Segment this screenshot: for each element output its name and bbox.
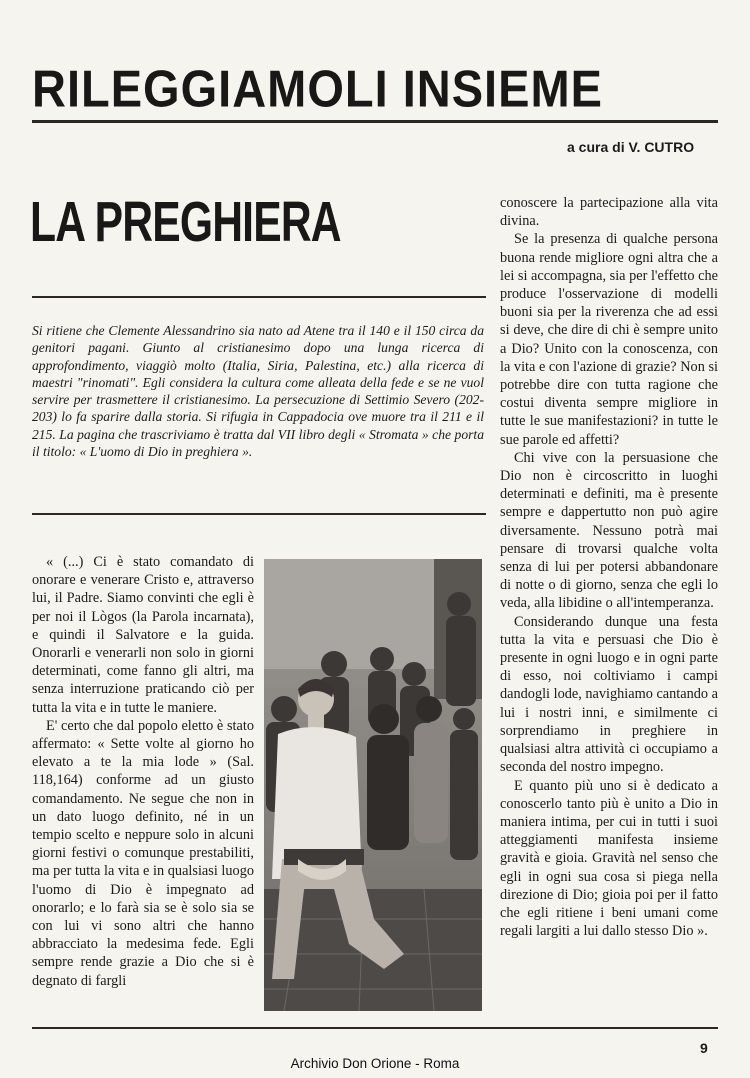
series-title: RILEGGIAMOLI INSIEME [32,59,603,118]
left-column [32,553,254,990]
byline-prefix: a cura di [567,139,625,155]
photo-illustration [264,559,482,1011]
intro-bottom-rule [32,513,486,515]
header-rule [32,120,718,123]
right-paragraph-4: Considerando dunque una festa tutta la vita e persuasi che Dio è presente in ogni luogo e in ogni parte di esso, noi coltiviamo i campi dandogli lode, navighiamo cantando a lui i nostri inni, e similmente ci sorprendiamo in preghiere in qualsiasi altra attività ci occupiamo a seconda del nostro impegno. [500,613,718,776]
intro-top-rule [32,296,486,298]
article-title: LA PREGHIERA [30,191,341,254]
right-paragraph-1: conoscere la partecipazione alla vita divina. [500,195,718,230]
intro-paragraph: Si ritiene che Clemente Alessandrino sia nato ad Atene tra il 140 e il 150 circa da genitori pagani. Giunto al cristianesimo dopo una lunga ricerca di approfondimento, viaggiò molto (Italia, Siria, Palestina, etc.) alla ricerca di maestri "rinomati". Egli considera la cultura come alleata della fede e se ne vuol servire per trasmettere il cristianesimo. La persecuzione di Settimio Severo (202-203) lo fa sparire dalla storia. Si rifugia in Cappadocia ove muore tra il 211 e il 215. La pagina che trascriviamo è tratta dal VII libro degli « Stromata » che porta il titolo: « L'uomo di Dio in preghiera ». [32,323,484,460]
praying-group-photo [264,559,482,1011]
left-paragraph-2: E' certo che dal popolo eletto è stato affermato: « Sette volte al giorno ho elevato a te la mia lode » (Sal. 118,164) conforme ad un giusto comandamento. Ne segue che non in un dato luogo definito, né in un tempio scelto e neppure solo in alcuni giorni festivi o comunque prestabiliti, ma per tutta la vita e in qualsiasi luogo l'uomo di Dio è impegnato ad onorarlo; e lo farà sia se è solo sia se con lui vi sono altri che hanno abbracciato la medesima fede. Egli sempre rende grazie a Dio che si è degnato di fargli [32,717,254,989]
left-paragraph-1: « (...) Ci è stato comandato di onorare e venerare Cristo e, attraverso lui, il Padre. Siamo convinti che egli è per noi il Lògos (la Parola incarnata), e quindi il Salvatore e la guida. Onorarli e venerarli non solo in giorni determinati, come fanno gli altri, ma senza interruzione praticando ciò per tutta la vita e in tutte le maniere. [32,554,254,716]
right-column [500,194,718,940]
byline-author: V. CUTRO [628,139,695,155]
archive-credit: Archivio Don Orione - Roma [290,1056,460,1071]
right-paragraph-5: E quanto più uno si è dedicato a conoscerlo tanto più è unito a Dio in maniera intima, per cui in tutti i suoi atteggiamenti manifesta insieme gravità e gioia. Gravità nel senso che egli in ogni sua cosa si piega nella direzione di Dio; gioia poi per il fatto che egli ritiene i beni umani come regali largiti a lui dallo stesso Dio ». [500,777,718,940]
right-paragraph-3: Chi vive con la persuasione che Dio non è circoscritto in luoghi determinati e definiti, ma è presente sempre e dappertutto non può agire diversamente. Nessuno potrà mai pensare di trovarsi qualche volta senza di lui per potersi abbandonare di notte o di giorno, senza che egli lo veda, alla libidine o all'intemperanza. [500,449,718,612]
page-number: 9 [700,1040,708,1056]
byline [567,139,727,155]
footer-rule [32,1027,718,1029]
right-paragraph-2: Se la presenza di qualche persona buona rende migliore ogni altra che a lei si accompagna, sia per l'effetto che produce l'osservazione di modelli buoni sia per la riverenza che ad essi si deve, che dire di chi è sempre unito a Dio? Unito con la conoscenza, con la vita e con l'azione di grazie? Non si potrebbe dire con tutta ragione che costui diventa sempre migliore in tutte le sue manifestazioni? in tutte le sue parole ed affetti? [500,231,718,448]
